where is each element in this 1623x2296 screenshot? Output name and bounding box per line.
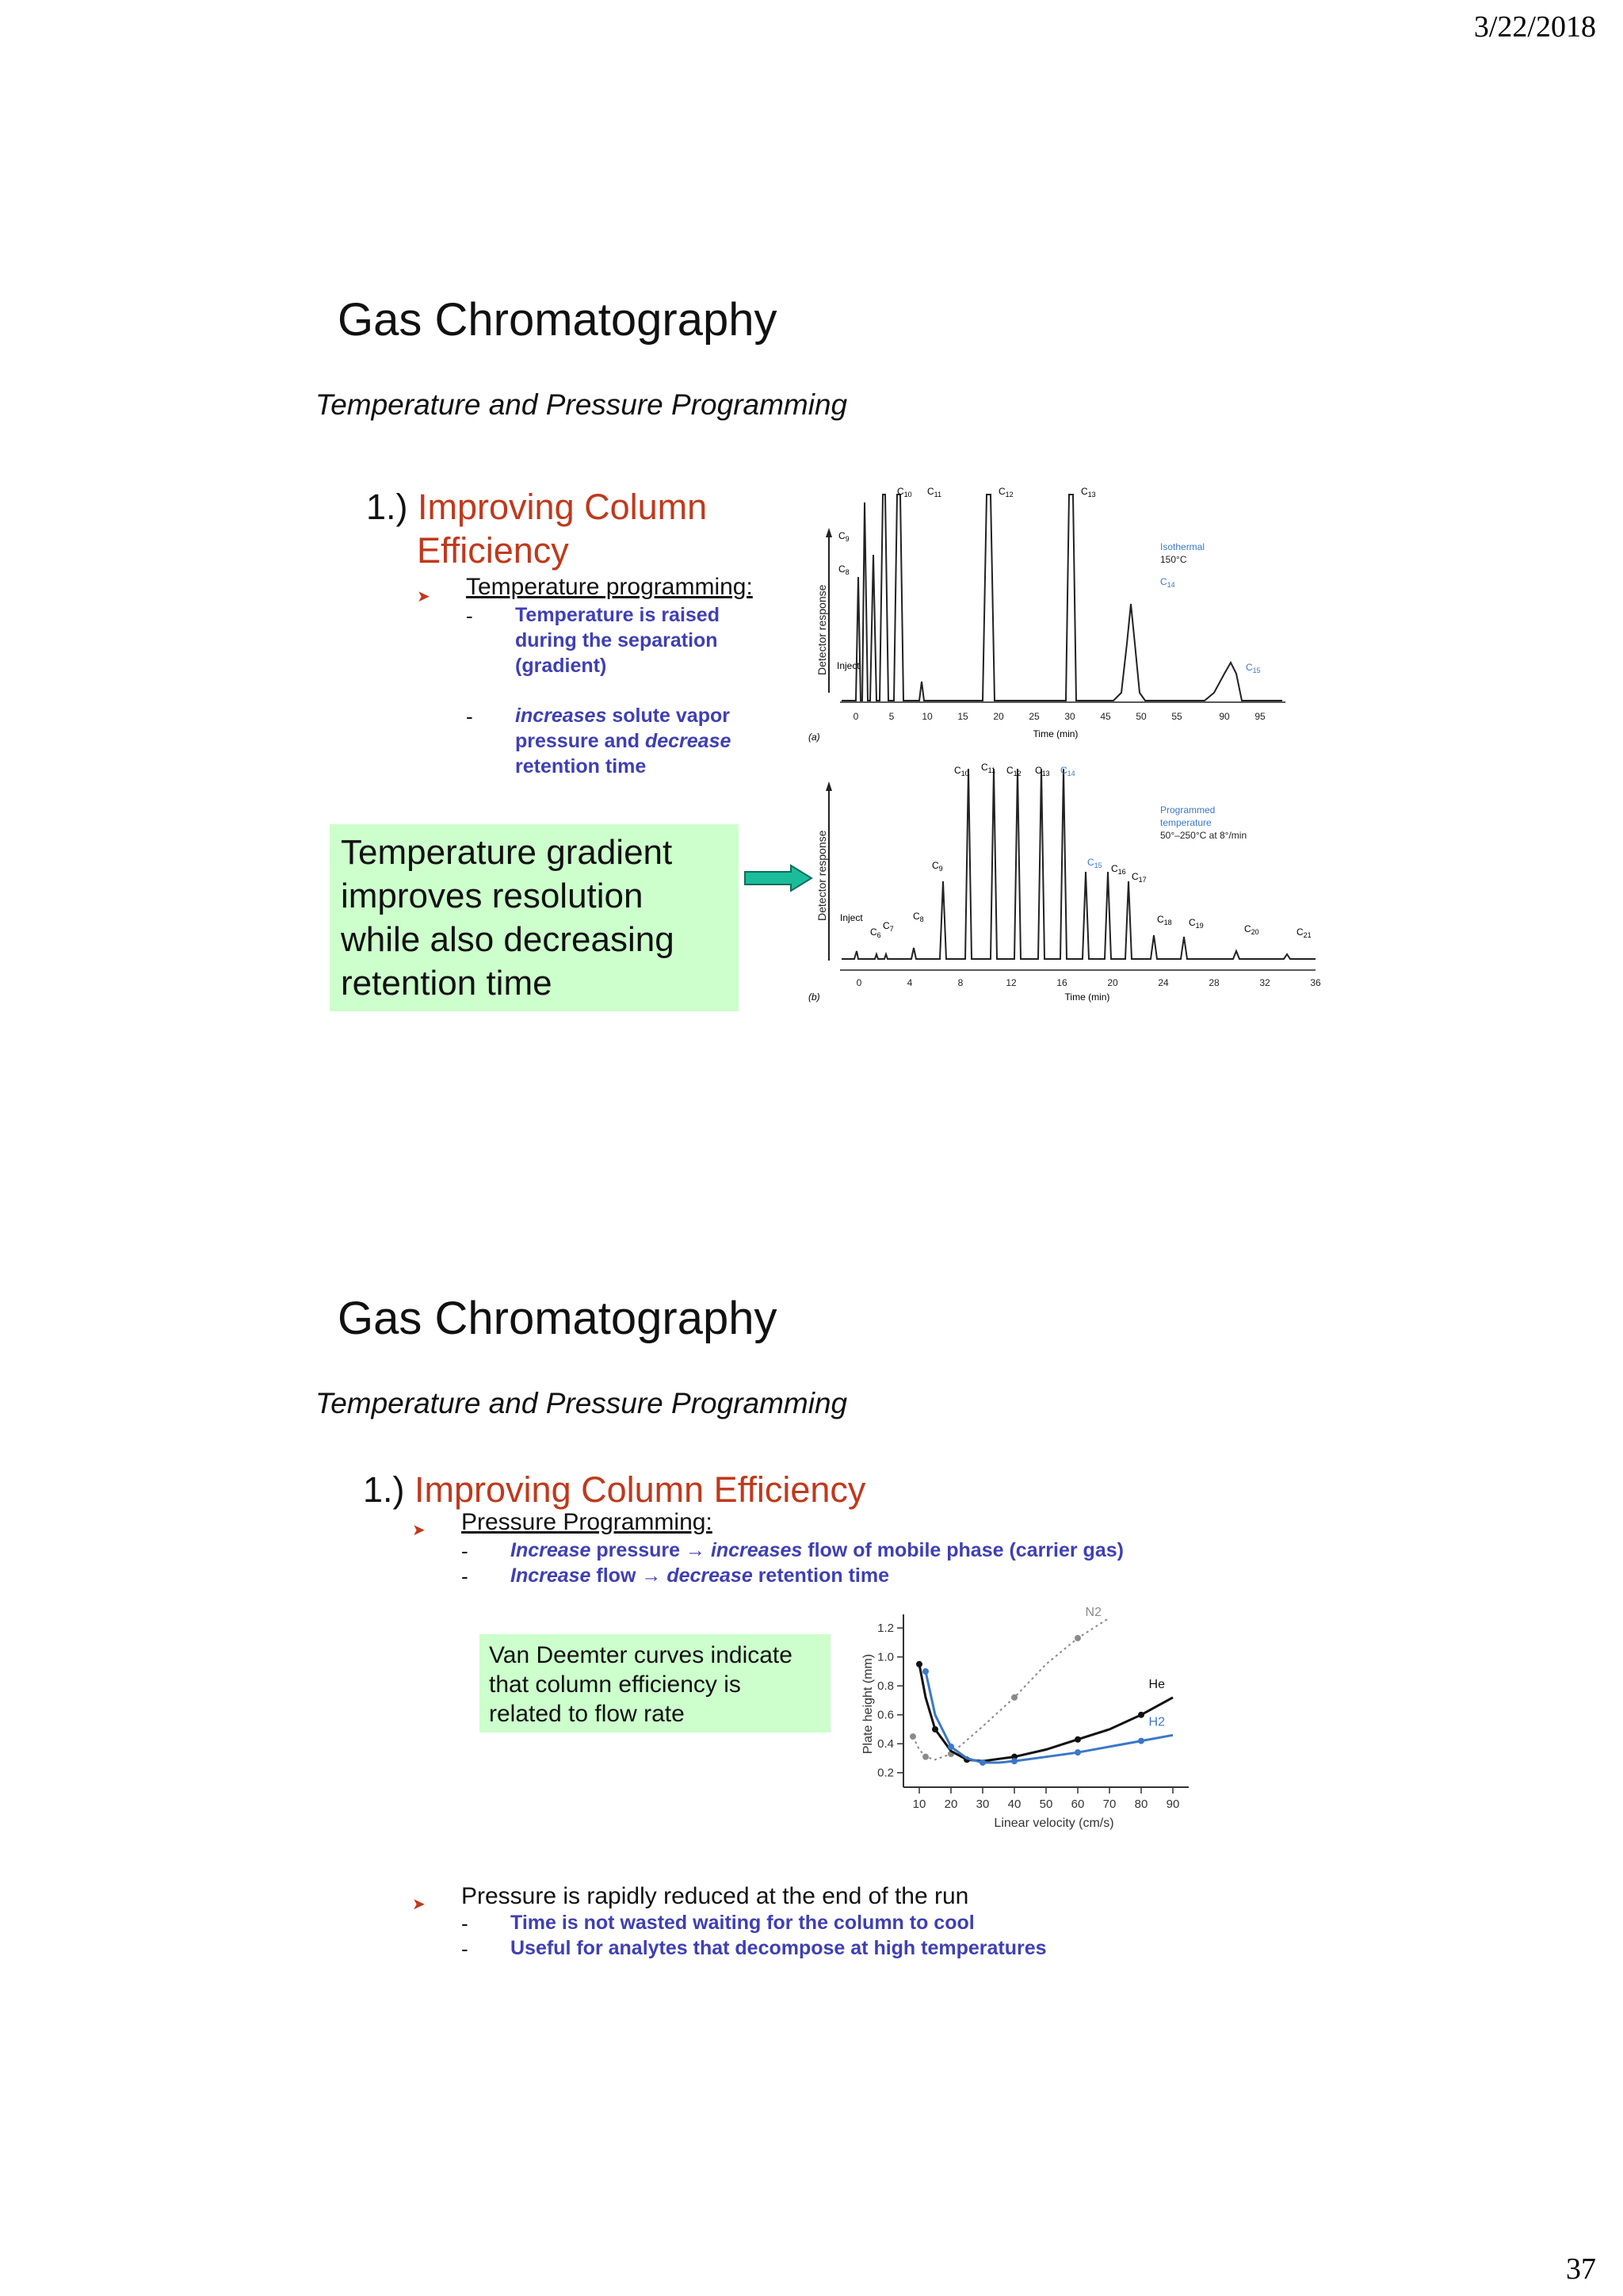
x-tick-label: 40 <box>1007 1797 1022 1811</box>
y-axis-label: Detector response <box>815 830 828 921</box>
svg-text:90: 90 <box>1219 711 1230 722</box>
peak-label: $C_{13}$ <box>1035 765 1050 777</box>
callout-line: related to flow rate <box>489 1701 685 1727</box>
peak-label: $C_{12}$ <box>1006 765 1022 777</box>
right-arrow-icon <box>743 864 815 892</box>
svg-text:8: 8 <box>957 977 964 988</box>
slide1-sub2: increases solute vapor pressure and decrease retention time <box>515 705 731 777</box>
data-point <box>916 1661 922 1668</box>
slide2-title: Gas Chromatography <box>338 1293 777 1344</box>
callout-line: improves resolution <box>341 877 643 915</box>
slide1-callout <box>330 824 739 1011</box>
dash-icon: - <box>466 705 473 728</box>
data-point <box>1075 1635 1081 1641</box>
series-label: He <box>1148 1677 1165 1691</box>
peak-label: $C_{15}$ <box>1246 662 1261 674</box>
peak-label: $C_{12}$ <box>999 486 1014 499</box>
slide2-callout <box>479 1634 831 1733</box>
svg-text:55: 55 <box>1171 711 1182 722</box>
legend-label: 150°C <box>1160 554 1187 565</box>
peak-label: $C_6$ <box>870 926 881 939</box>
data-point <box>1075 1749 1081 1755</box>
series-line-he <box>919 1664 1173 1761</box>
y-tick-label: 0.2 <box>877 1766 894 1780</box>
svg-text:20: 20 <box>993 711 1004 722</box>
x-tick-label: 50 <box>1039 1797 1053 1811</box>
x-tick-label: 60 <box>1071 1797 1085 1811</box>
series-label: N2 <box>1085 1606 1102 1619</box>
peak-label: $C_{19}$ <box>1189 917 1204 930</box>
svg-text:95: 95 <box>1254 711 1266 722</box>
svg-text:16: 16 <box>1056 977 1067 988</box>
svg-text:50: 50 <box>1136 711 1147 722</box>
peak-label: $C_9$ <box>838 530 850 543</box>
peak-label: $C_8$ <box>838 563 850 576</box>
peak-label: $C_{17}$ <box>1132 871 1147 884</box>
x-axis-label: Time (min) <box>1064 991 1110 1003</box>
slide2-bullet2: Pressure is rapidly reduced at the end of the run <box>461 1883 969 1909</box>
data-point <box>980 1759 986 1766</box>
peak-label: $C_{16}$ <box>1111 863 1126 876</box>
data-point <box>910 1733 916 1740</box>
van-deemter-chart <box>856 1605 1205 1843</box>
svg-text:12: 12 <box>1006 977 1017 988</box>
svg-text:0: 0 <box>853 711 859 722</box>
svg-text:30: 30 <box>1064 711 1075 722</box>
slide2-subtitle: Temperature and Pressure Programming <box>315 1387 848 1419</box>
svg-text:25: 25 <box>1029 711 1040 722</box>
svg-text:32: 32 <box>1259 977 1270 988</box>
peak-label: $C_{10}$ <box>897 486 912 499</box>
chromatogram-panel-b <box>808 762 1321 1003</box>
x-tick-label: 10 <box>912 1797 926 1811</box>
inject-label: Inject <box>840 912 863 923</box>
slide2-sub1: Increase pressure → increases flow of mobile phase (carrier gas) <box>510 1539 1124 1561</box>
point-heading: Improving Column Efficiency <box>414 1469 866 1510</box>
peak-label: $C_{14}$ <box>1160 576 1175 589</box>
svg-text:10: 10 <box>922 711 933 722</box>
peak-label: $C_{13}$ <box>1081 486 1096 499</box>
chromatogram-figure <box>808 485 1347 1018</box>
data-point <box>1011 1758 1018 1764</box>
slide1-sub1: Temperature is raised during the separation (gradient) <box>515 604 720 677</box>
slide2-sub4: Useful for analytes that decompose at high temperatures <box>510 1937 1047 1959</box>
peak-label: $C_{15}$ <box>1087 857 1102 869</box>
data-point <box>1075 1736 1081 1743</box>
svg-text:15: 15 <box>957 711 968 722</box>
data-point <box>1138 1712 1144 1718</box>
page-date: 3/22/2018 <box>1473 10 1596 44</box>
dash-icon: - <box>461 1937 468 1961</box>
page-number: 37 <box>1566 2252 1596 2286</box>
legend-label: temperature <box>1160 817 1212 828</box>
data-point <box>1138 1738 1144 1744</box>
inject-label: Inject <box>837 660 860 671</box>
y-axis-label: Detector response <box>815 584 828 675</box>
point-heading-line2: Efficiency <box>417 530 569 571</box>
peak-label: $C_{14}$ <box>1060 765 1075 777</box>
callout-line: retention time <box>341 964 552 1003</box>
slide2-sub3: Time is not wasted waiting for the column to cool <box>510 1912 975 1934</box>
arrow-bullet-icon: ➤ <box>412 1896 426 1913</box>
svg-text:24: 24 <box>1158 977 1169 988</box>
dash-icon: - <box>461 1912 468 1935</box>
x-axis-label: Linear velocity (cm/s) <box>994 1817 1114 1830</box>
svg-text:4: 4 <box>907 977 913 988</box>
slide2-sub2: Increase flow → decrease retention time <box>510 1564 889 1587</box>
data-point <box>932 1726 938 1733</box>
x-tick-label: 80 <box>1134 1797 1148 1811</box>
peak-label: $C_{18}$ <box>1157 914 1172 926</box>
svg-text:20: 20 <box>1107 977 1118 988</box>
peak-label: $C_7$ <box>883 920 894 933</box>
x-tick-label: 70 <box>1102 1797 1117 1811</box>
y-tick-label: 0.6 <box>877 1708 894 1722</box>
callout-line: while also decreasing <box>341 920 674 959</box>
x-tick-label: 20 <box>944 1797 958 1811</box>
x-tick-label: 90 <box>1166 1797 1180 1811</box>
chromatogram-panel-a <box>808 486 1285 743</box>
point-number: 1.) <box>363 1469 405 1510</box>
slide1-point-heading <box>366 485 707 529</box>
y-axis-label: Plate height (mm) <box>861 1653 875 1755</box>
dash-icon: - <box>461 1564 468 1588</box>
data-point <box>1011 1694 1018 1701</box>
slide2-bullet: Pressure Programming: <box>461 1509 712 1535</box>
svg-text:36: 36 <box>1310 977 1321 988</box>
y-tick-label: 0.8 <box>877 1679 894 1694</box>
legend-label: Isothermal <box>1160 541 1205 552</box>
slide1-bullet: Temperature programming: <box>466 574 753 600</box>
point-number: 1.) <box>366 487 408 527</box>
arrow-bullet-icon: ➤ <box>417 588 430 606</box>
dash-icon: - <box>466 604 473 628</box>
panel-label: (a) <box>808 732 820 743</box>
y-tick-label: 1.2 <box>877 1622 894 1636</box>
y-tick-label: 1.0 <box>877 1650 894 1664</box>
peak-label: $C_{20}$ <box>1244 923 1259 936</box>
x-tick-label: 30 <box>976 1797 990 1811</box>
peak-label: $C_{11}$ <box>927 486 942 499</box>
data-point <box>922 1668 929 1675</box>
slide1-title: Gas Chromatography <box>338 294 777 346</box>
svg-text:5: 5 <box>888 711 895 722</box>
svg-text:28: 28 <box>1209 977 1220 988</box>
callout-line: Van Deemter curves indicate <box>489 1642 792 1668</box>
svg-text:45: 45 <box>1100 711 1111 722</box>
peak-label: $C_8$ <box>913 911 924 923</box>
slide1-subtitle: Temperature and Pressure Programming <box>315 388 848 421</box>
data-point <box>948 1744 954 1750</box>
callout-line: that column efficiency is <box>489 1671 741 1698</box>
peak-label: $C_{10}$ <box>954 765 969 777</box>
dash-icon: - <box>461 1539 468 1563</box>
legend-label: 50°–250°C at 8°/min <box>1160 830 1247 841</box>
peak-label: $C_{11}$ <box>981 762 996 774</box>
legend-label: Programmed <box>1160 804 1216 816</box>
peak-label: $C_9$ <box>932 860 943 873</box>
x-axis-label: Time (min) <box>1033 728 1079 739</box>
point-heading-line1: Improving Column <box>418 487 708 527</box>
panel-label: (b) <box>808 991 820 1003</box>
callout-line: Temperature gradient <box>341 833 673 872</box>
peak-label: $C_{21}$ <box>1296 926 1312 939</box>
slide2-point-heading <box>363 1468 865 1511</box>
arrow-bullet-icon: ➤ <box>412 1522 426 1539</box>
svg-text:0: 0 <box>856 977 862 988</box>
y-tick-label: 0.4 <box>877 1737 894 1752</box>
data-point <box>922 1754 929 1760</box>
series-label: H2 <box>1148 1715 1165 1729</box>
slide1-point-heading-cont <box>417 529 569 572</box>
